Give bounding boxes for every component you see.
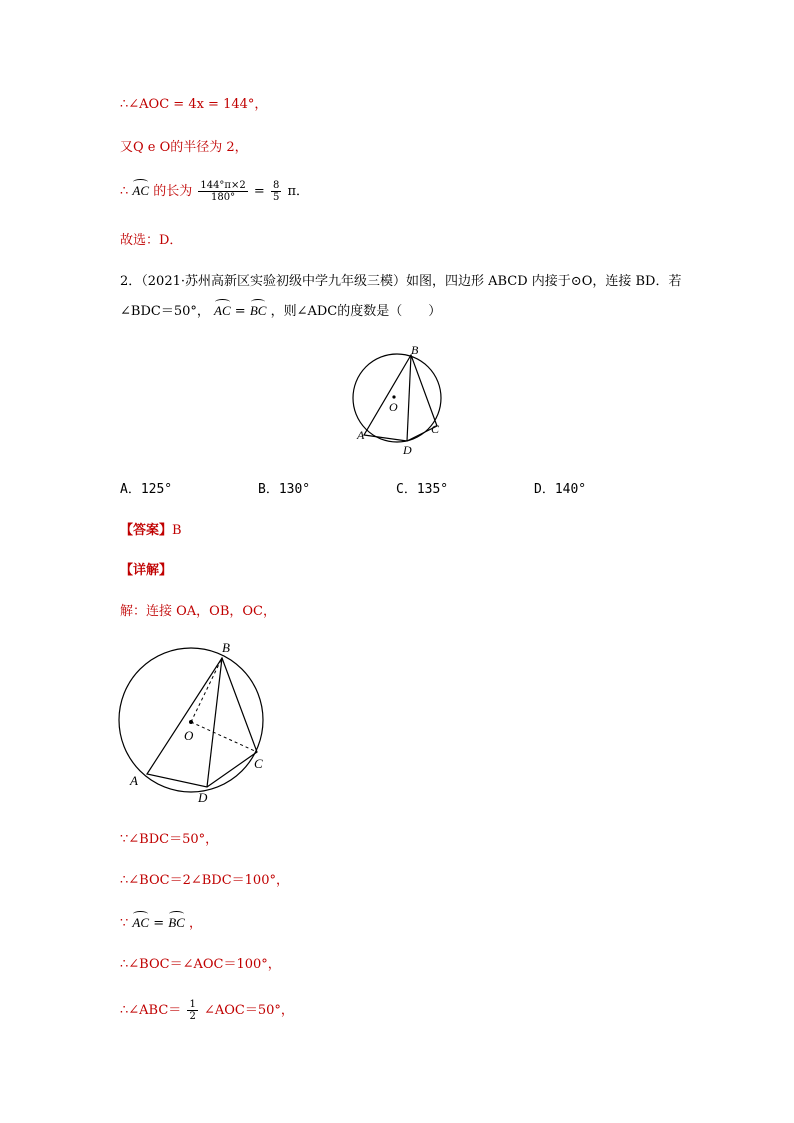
fraction-half: [187, 999, 197, 1022]
step-equal-arcs: [120, 914, 202, 933]
answer-value: B: [172, 523, 182, 538]
label-o: O: [184, 728, 194, 743]
label-a: A: [357, 428, 365, 442]
answer-label: 【答案】: [120, 523, 173, 538]
solution-line-arc-length: [120, 180, 309, 203]
label-d: D: [198, 790, 208, 805]
arc-bc: BC: [168, 915, 185, 930]
fraction-denominator: 5: [272, 192, 280, 203]
arc-ac: AC: [214, 303, 231, 318]
circle-o: [353, 354, 441, 442]
step5-prefix: ∴∠ABC＝: [120, 1003, 182, 1018]
choice-statement: 故选：D．: [120, 233, 183, 248]
option-c: C．135°: [396, 482, 449, 497]
label-b: B: [222, 640, 230, 655]
option-d: D．140°: [534, 482, 587, 497]
solution-figure: [118, 638, 278, 808]
center-dot: [392, 395, 395, 398]
fraction-numerator: 8: [272, 180, 280, 191]
answer-line: [120, 522, 182, 540]
fraction-denominator: 180°: [211, 192, 236, 203]
solution-line-aoc: ∴∠AOC = 4x = 144°，: [120, 97, 268, 112]
option-a: A．125°: [120, 482, 173, 497]
arc-bc: BC: [249, 303, 267, 318]
step-inscribed-angle: [120, 999, 294, 1022]
quadrilateral-abcd: [147, 658, 257, 787]
therefore-symbol: ∴: [120, 184, 129, 199]
segment-ob: [191, 658, 222, 722]
center-dot: [189, 720, 193, 724]
solution-intro: 解：连接 OA，OB，OC，: [120, 604, 276, 619]
quadrilateral-abcd: [364, 355, 437, 441]
fraction-result: [271, 180, 281, 203]
solution-line-radius: 又Q e O的半径为 2，: [120, 140, 248, 155]
question-ask: ，则∠ADC的度数是（ ）: [270, 304, 442, 319]
label-c: C: [431, 422, 440, 436]
detail-label: 【详解】: [120, 563, 173, 578]
arc-ac: AC: [132, 915, 150, 930]
angle-bdc: ∠BDC＝50°，: [120, 304, 210, 319]
equals-sign: =: [153, 916, 165, 931]
step-given-angle: ∵∠BDC＝50°，: [120, 832, 219, 847]
step5-suffix: ∠AOC＝50°，: [203, 1003, 294, 1018]
question-figure: [344, 340, 454, 460]
label-b: B: [411, 343, 419, 357]
label-d: D: [403, 443, 412, 457]
because-symbol: ∵: [120, 916, 129, 931]
equals-sign: =: [234, 304, 246, 319]
label-o: O: [389, 400, 398, 414]
label-c: C: [254, 756, 263, 771]
fraction-numerator: 1: [189, 999, 196, 1010]
segment-bd: [407, 355, 411, 441]
fraction-arc-length: [198, 180, 247, 203]
arc-ac: AC: [132, 183, 150, 198]
option-b: B．130°: [258, 482, 311, 497]
equals-sign: =: [253, 184, 265, 199]
pi-suffix: π．: [287, 184, 309, 199]
comma: ，: [189, 916, 203, 931]
step-central-angle: ∴∠BOC＝2∠BDC＝100°，: [120, 873, 289, 888]
question-condition: [120, 302, 441, 321]
step-equal-central-angles: ∴∠BOC＝∠AOC＝100°，: [120, 957, 281, 972]
fraction-numerator: 144°π×2: [200, 180, 246, 191]
question-stem: 2．（2021·苏州高新区实验初级中学九年级三模）如图，四边形 ABCD 内接于⊙O，连接 BD．若: [120, 274, 682, 289]
label-a: A: [130, 773, 138, 788]
length-text: 的长为: [153, 184, 193, 199]
fraction-denominator: 2: [189, 1011, 196, 1022]
